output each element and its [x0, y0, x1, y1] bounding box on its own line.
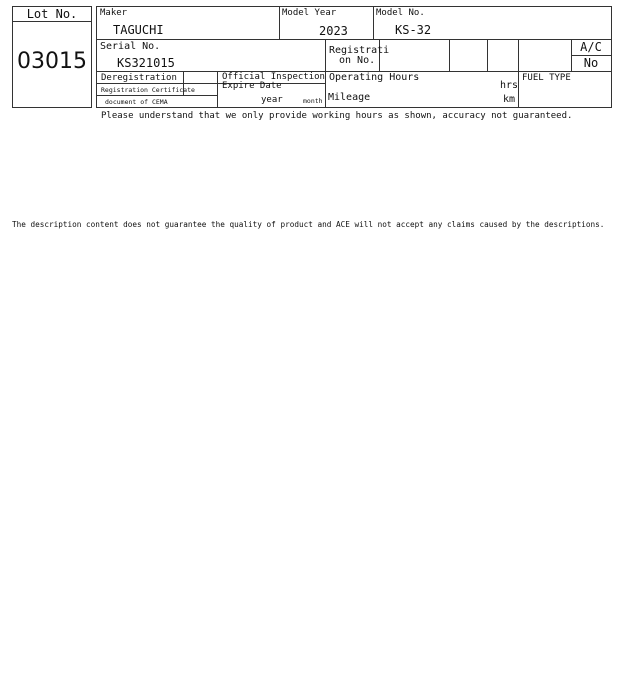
lot-box	[12, 6, 92, 108]
serial-label: Serial No.	[100, 41, 161, 52]
cema-document-label: document of CEMA	[105, 98, 168, 106]
registration-certificate-label: Registration Certificate	[101, 86, 195, 94]
operating-hours-label: Operating Hours	[329, 72, 420, 83]
mileage-label: Mileage	[328, 92, 371, 103]
operating-hours-unit: hrs	[500, 80, 519, 91]
disclaimer: The description content does not guarantee the quality of product and ACE will not accept any claims caused by the descriptions.	[12, 220, 605, 229]
registration-label-2: on No.	[339, 55, 376, 66]
lot-label: Lot No.	[26, 7, 78, 21]
mileage-unit: km	[503, 94, 516, 105]
maker-label: Maker	[100, 8, 128, 18]
model-no-label: Model No.	[376, 8, 425, 18]
lot-number: 03015	[17, 49, 87, 74]
ac-value: No	[583, 56, 599, 70]
deregistration-label: Deregistration	[101, 73, 177, 83]
inspection-label-2: Expire Date	[222, 81, 282, 91]
model-no-value: KS-32	[395, 23, 432, 37]
ac-label: A/C	[580, 40, 602, 54]
fuel-type-label: FUEL TYPE	[522, 73, 571, 83]
model-year-label: Model Year	[282, 8, 337, 18]
model-year-value: 2023	[319, 24, 348, 38]
inspection-year-unit: year	[261, 95, 283, 105]
inspection-month-unit: month	[303, 97, 323, 105]
inspection-label-1: Official Inspection	[222, 72, 325, 82]
hours-notice: Please understand that we only provide working hours as shown, accuracy not guaranteed.	[101, 111, 573, 121]
serial-value: KS321015	[117, 56, 175, 70]
registration-label-1: Registrati	[329, 45, 390, 56]
info-table	[96, 6, 612, 108]
maker-value: TAGUCHI	[113, 23, 164, 37]
